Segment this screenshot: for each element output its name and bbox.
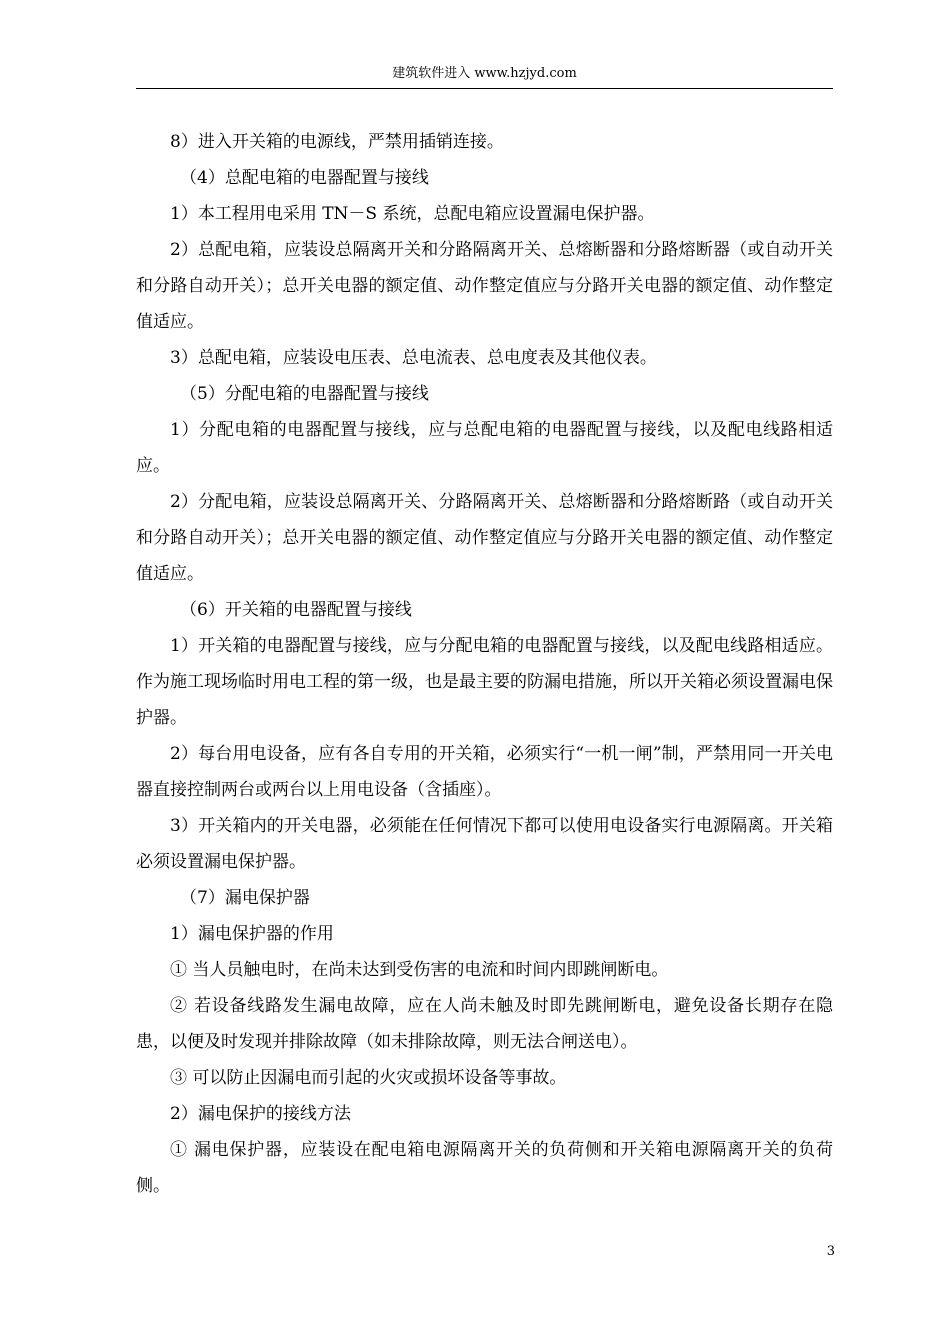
paragraph-circled-1: ① 当人员触电时，在尚未达到受伤害的电流和时间内即跳闸断电。	[170, 960, 669, 980]
paragraph-item-2: 2）漏电保护的接线方法	[170, 1104, 351, 1124]
paragraph-circled-3: ③ 可以防止因漏电而引起的火灾或损坏设备等事故。	[170, 1068, 567, 1088]
paragraph-item-2: 2）总配电箱，应装设总隔离开关和分路隔离开关、总熔断器和分路熔断器（或自动开关和分路自动开关）；总开关电器的额定值、动作整定值应与分路开关电器的额定值、动作整定值适应。	[136, 240, 833, 332]
section-heading-4: （4）总配电箱的电器配置与接线	[180, 168, 429, 188]
paragraph-item-3: 3）总配电箱，应装设电压表、总电流表、总电度表及其他仪表。	[170, 348, 657, 368]
page-number: 3	[826, 1244, 835, 1259]
document-body	[136, 124, 833, 1204]
paragraph-item-8: 8）进入开关箱的电源线，严禁用插销连接。	[170, 132, 504, 152]
paragraph-item-1: 1）开关箱的电器配置与接线，应与分配电箱的电器配置与接线，以及配电线路相适应。作为施工现场临时用电工程的第一级，也是最主要的防漏电措施，所以开关箱必须设置漏电保护器。	[136, 636, 833, 728]
paragraph-item-1: 1）分配电箱的电器配置与接线，应与总配电箱的电器配置与接线，以及配电线路相适应。	[136, 420, 833, 476]
paragraph-item-1: 1）本工程用电采用 TN－S 系统，总配电箱应设置漏电保护器。	[170, 204, 655, 224]
page-header	[136, 64, 833, 89]
paragraph-circled-1: ① 漏电保护器，应装设在配电箱电源隔离开关的负荷侧和开关箱电源隔离开关的负荷侧。	[136, 1140, 833, 1196]
section-heading-5: （5）分配电箱的电器配置与接线	[180, 384, 429, 404]
section-heading-7: （7）漏电保护器	[180, 888, 310, 908]
paragraph-item-2: 2）分配电箱，应装设总隔离开关、分路隔离开关、总熔断器和分路熔断路（或自动开关和分路自动开关）；总开关电器的额定值、动作整定值应与分路开关电器的额定值、动作整定值适应。	[136, 492, 833, 584]
paragraph-item-3: 3）开关箱内的开关电器，必须能在任何情况下都可以使用电设备实行电源隔离。开关箱必须设置漏电保护器。	[136, 816, 833, 872]
section-heading-6: （6）开关箱的电器配置与接线	[180, 600, 412, 620]
paragraph-circled-2: ② 若设备线路发生漏电故障，应在人尚未触及时即先跳闸断电，避免设备长期存在隐患，以便及时发现并排除故障（如未排除故障，则无法合闸送电）。	[136, 996, 833, 1052]
paragraph-item-2: 2）每台用电设备，应有各自专用的开关箱，必须实行“一机一闸”制，严禁用同一开关电器直接控制两台或两台以上用电设备（含插座）。	[136, 744, 833, 800]
paragraph-item-1: 1）漏电保护器的作用	[170, 924, 334, 944]
header-text: 建筑软件进入 www.hzjyd.com	[392, 66, 577, 81]
